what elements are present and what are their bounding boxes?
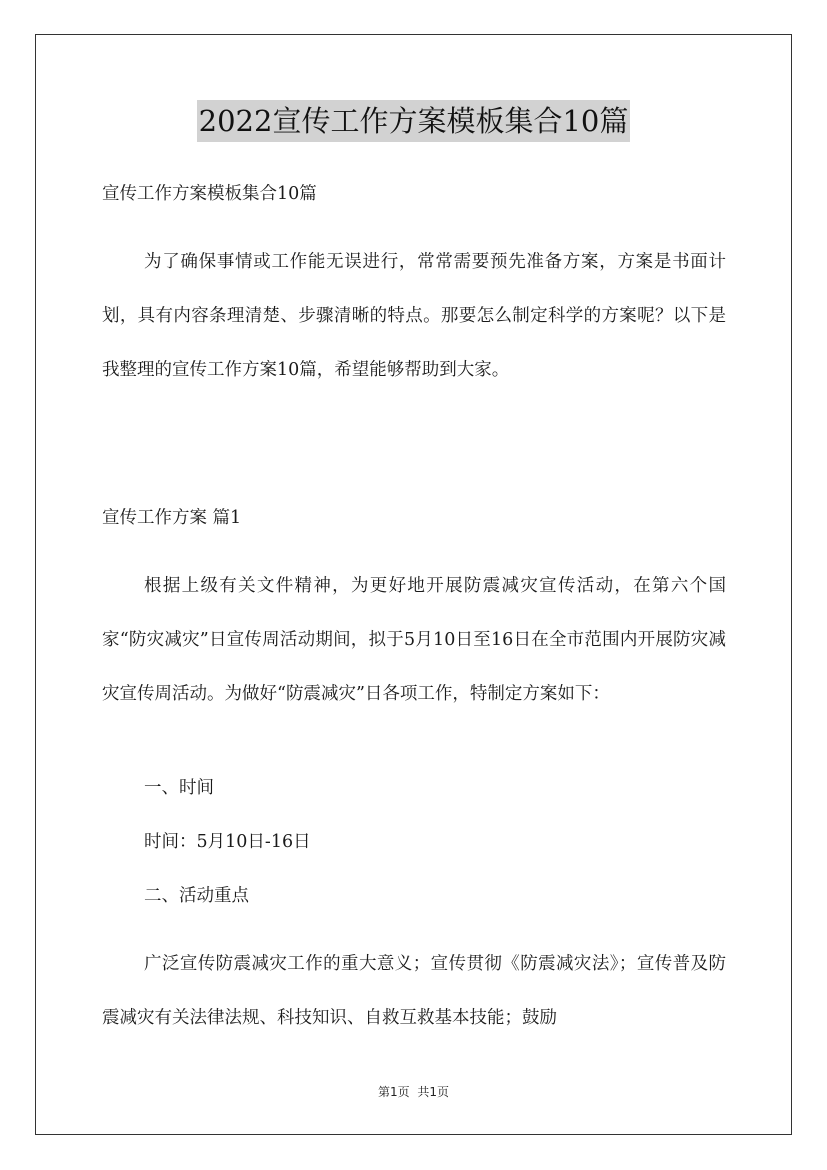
page-number: 第1页 [377,1085,410,1099]
item1-heading: 一、时间 [144,778,214,798]
item2-heading: 二、活动重点 [144,886,249,906]
page-total: 共1页 [417,1085,450,1099]
item1-text: 时间：5月10日-16日 [144,832,311,852]
page-footer [0,1084,827,1100]
document-title: 2022宣传工作方案模板集合10篇 [197,100,631,142]
document-subtitle: 宣传工作方案模板集合10篇 [102,184,317,204]
item2-text: 广泛宣传防震减灾工作的重大意义；宣传贯彻《防震减灾法》；宣传普及防震减灾有关法律法规、科技知识、自救互救基本技能；鼓励 [102,954,726,1028]
section1-paragraph: 根据上级有关文件精神，为更好地开展防震减灾宣传活动，在第六个国家“防灾减灾”日宣传周活动期间，拟于5月10日至16日在全市范围内开展防灾减灾宣传周活动。为做好“防震减灾”日各项工作，特制定方案如下： [102,576,726,704]
title-container [0,100,827,142]
section1-heading: 宣传工作方案 篇1 [102,508,242,528]
intro-paragraph: 为了确保事情或工作能无误进行，常常需要预先准备方案，方案是书面计划，具有内容条理清楚、步骤清晰的特点。那要怎么制定科学的方案呢？以下是我整理的宣传工作方案10篇，希望能够帮助到大家。 [102,252,726,380]
